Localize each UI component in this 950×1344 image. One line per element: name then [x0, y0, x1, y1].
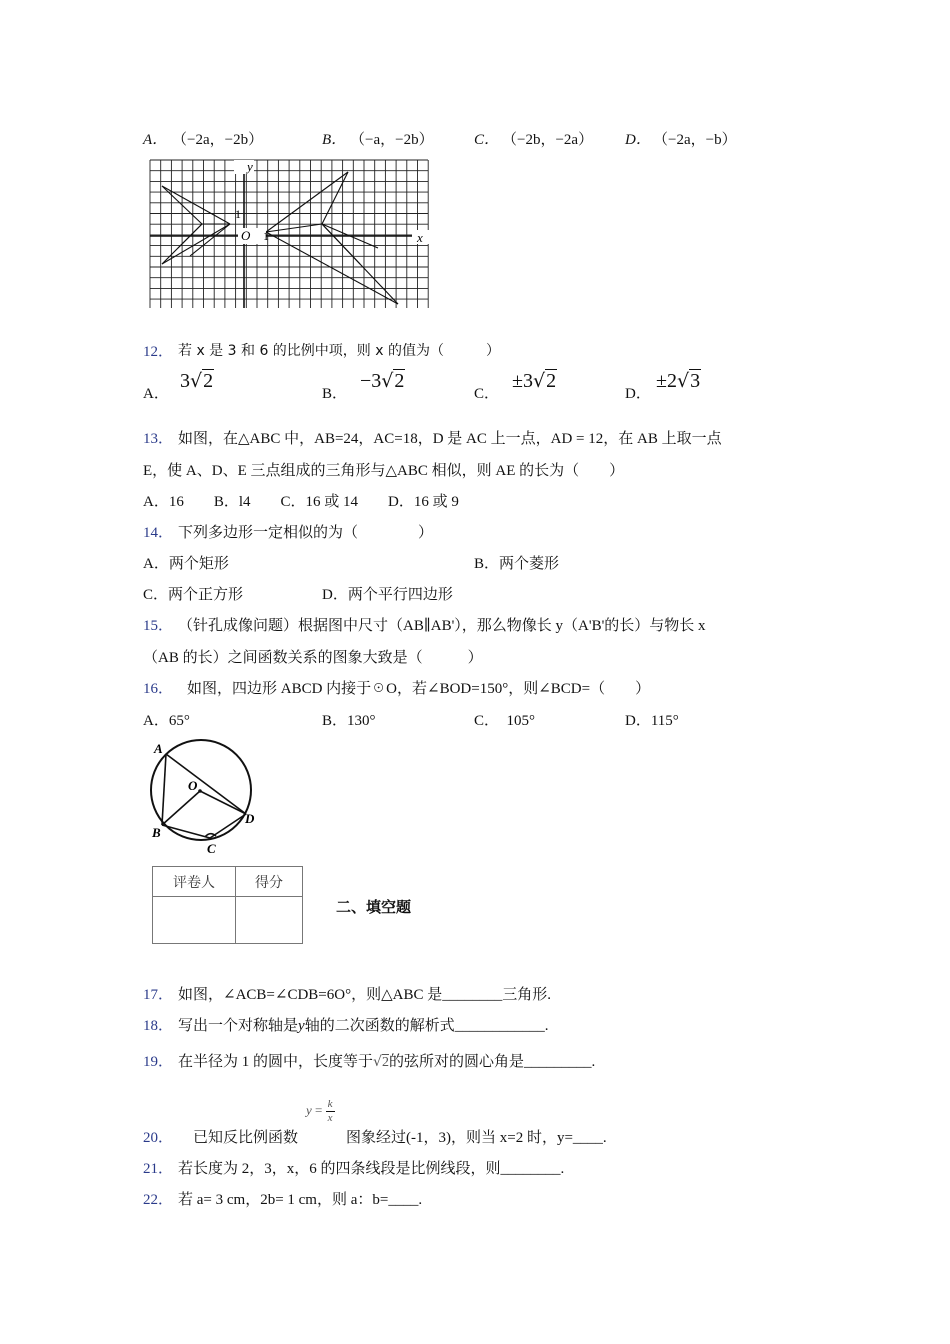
formula-y: y [306, 1102, 312, 1118]
q17-text: 如图，∠ACB=∠CDB=6O°，则△ABC 是________三角形. [178, 987, 551, 1003]
coef: ±3 [512, 370, 533, 392]
q15-line2: （AB 的长）之间函数关系的图象大致是（ ） [143, 650, 483, 666]
q16-option-c: C． 105° [474, 713, 536, 729]
radicand: 2 [394, 370, 405, 392]
y-axis-label: y [247, 159, 253, 174]
q21-number: 21． [143, 1161, 174, 1177]
q13-number: 13． [143, 431, 174, 447]
q18-variable: y [298, 1018, 305, 1034]
q18-text [178, 1014, 548, 1035]
q22-number: 22． [143, 1192, 174, 1208]
q19-text: 在半径为 1 的圆中，长度等于√2的弦所对的圆心角是_________. [178, 1054, 596, 1070]
q16-text: 如图，四边形 ABCD 内接于☉O，若∠BOD=150°，则∠BCD=（ ） [172, 681, 651, 697]
coordinate-grid-figure [146, 156, 432, 312]
q12-option-b-letter: B． [322, 386, 348, 402]
coef: 3 [180, 370, 190, 392]
q19-number: 19． [143, 1054, 174, 1070]
q14-text: 下列多边形一定相似的为（ ） [178, 525, 434, 541]
point-a-label: A [154, 741, 163, 756]
q12-option-c: ±3√2 [512, 370, 557, 392]
q12-number: 12． [143, 344, 174, 360]
q20-number: 20． [143, 1130, 174, 1146]
q11-option-a: （−2a，−2b） [172, 132, 264, 148]
q13-line2: E，使 A、D、E 三点组成的三角形与△ABC 相似，则 AE 的长为（ ） [143, 463, 625, 479]
x-unit-label: 1 [263, 229, 269, 243]
section-heading: 二、填空题 [336, 898, 412, 916]
q11-option-b-letter: B． [322, 132, 347, 148]
q18-number: 18． [143, 1018, 174, 1034]
q12-text: 若 x 是 3 和 6 的比例中项，则 x 的值为（ ） [178, 343, 500, 359]
radicand: 2 [203, 370, 214, 392]
q18-text-a: 写出一个对称轴是 [178, 1018, 299, 1034]
q20-text-a: 已知反比例函数 [178, 1130, 299, 1146]
q19-text-b: 的弦所对的圆心角是_________. [388, 1054, 596, 1070]
q14-option-b: B．两个菱形 [474, 556, 560, 572]
point-d-label: D [245, 811, 255, 826]
coef: −3 [360, 370, 382, 392]
formula-equals: = [315, 1102, 323, 1118]
q12-option-a: 3√2 [180, 370, 214, 392]
score-header: 得分 [236, 867, 303, 897]
q19-radicand: 2 [381, 1055, 389, 1070]
q12-option-c-letter: C． [474, 386, 500, 402]
q21-text: 若长度为 2，3，x，6 的四条线段是比例线段，则________. [178, 1161, 565, 1177]
radicand: 3 [690, 370, 701, 392]
q12-option-d: ±2√3 [656, 370, 701, 392]
score-cell[interactable] [236, 897, 303, 944]
y-unit-label: 1 [235, 207, 241, 221]
radicand: 2 [546, 370, 557, 392]
grader-cell[interactable] [153, 897, 236, 944]
q11-option-c-letter: C． [474, 132, 500, 148]
q16-number: 16． [143, 681, 174, 697]
q14-option-c: C．两个正方形 [143, 587, 244, 603]
q20-text-b: 图象经过(-1，3)，则当 x=2 时，y=____. [346, 1130, 607, 1146]
q16-option-a: A．65° [143, 713, 190, 729]
formula-numerator: k [327, 1098, 333, 1110]
q12-option-d-letter: D． [625, 386, 651, 402]
q11-option-c: （−2b，−2a） [502, 132, 594, 148]
q13-options: A．16 B．l4 C．16 或 14 D．16 或 9 [143, 494, 459, 510]
q14-number: 14． [143, 525, 174, 541]
q12-option-b: −3√2 [360, 370, 405, 392]
q13-line1: 如图，在△ABC 中，AB=24，AC=18，D 是 AC 上一点，AD = 12，在 AB 上取一点 [178, 431, 722, 447]
q15-line1: （针孔成像问题）根据图中尺寸（AB∥AB'），那么物像长 y（A'B'的长）与物长 x [178, 618, 706, 634]
q15-number: 15． [143, 618, 174, 634]
x-axis-label: x [417, 230, 423, 245]
grader-header: 评卷人 [153, 867, 236, 897]
q11-option-d-letter: D． [625, 132, 651, 148]
formula-denominator: x [327, 1112, 333, 1124]
q22-text: 若 a= 3 cm，2b= 1 cm，则 a：b=____. [178, 1192, 423, 1208]
q17-number: 17． [143, 987, 174, 1003]
q20-function-formula [306, 1098, 335, 1125]
q12-option-a-letter: A． [143, 386, 169, 402]
inscribed-quadrilateral-figure [148, 736, 268, 858]
q16-option-b: B．130° [322, 713, 376, 729]
origin-label: O [241, 228, 251, 243]
point-o-label: O [188, 778, 198, 793]
q11-option-d: （−2a，−b） [653, 132, 737, 148]
q11-option-b: （−a，−2b） [350, 132, 434, 148]
point-b-label: B [152, 825, 161, 840]
q14-option-d: D．两个平行四边形 [322, 587, 453, 603]
q11-option-a-letter: A． [143, 132, 168, 148]
point-c-label: C [207, 841, 216, 856]
score-table [152, 866, 303, 944]
q19-text-a: 在半径为 1 的圆中，长度等于 [178, 1054, 374, 1070]
coef: ±2 [656, 370, 677, 392]
q14-option-a: A．两个矩形 [143, 556, 229, 572]
q16-option-d: D．115° [625, 713, 679, 729]
q18-text-b: 轴的二次函数的解析式____________. [304, 1018, 549, 1034]
